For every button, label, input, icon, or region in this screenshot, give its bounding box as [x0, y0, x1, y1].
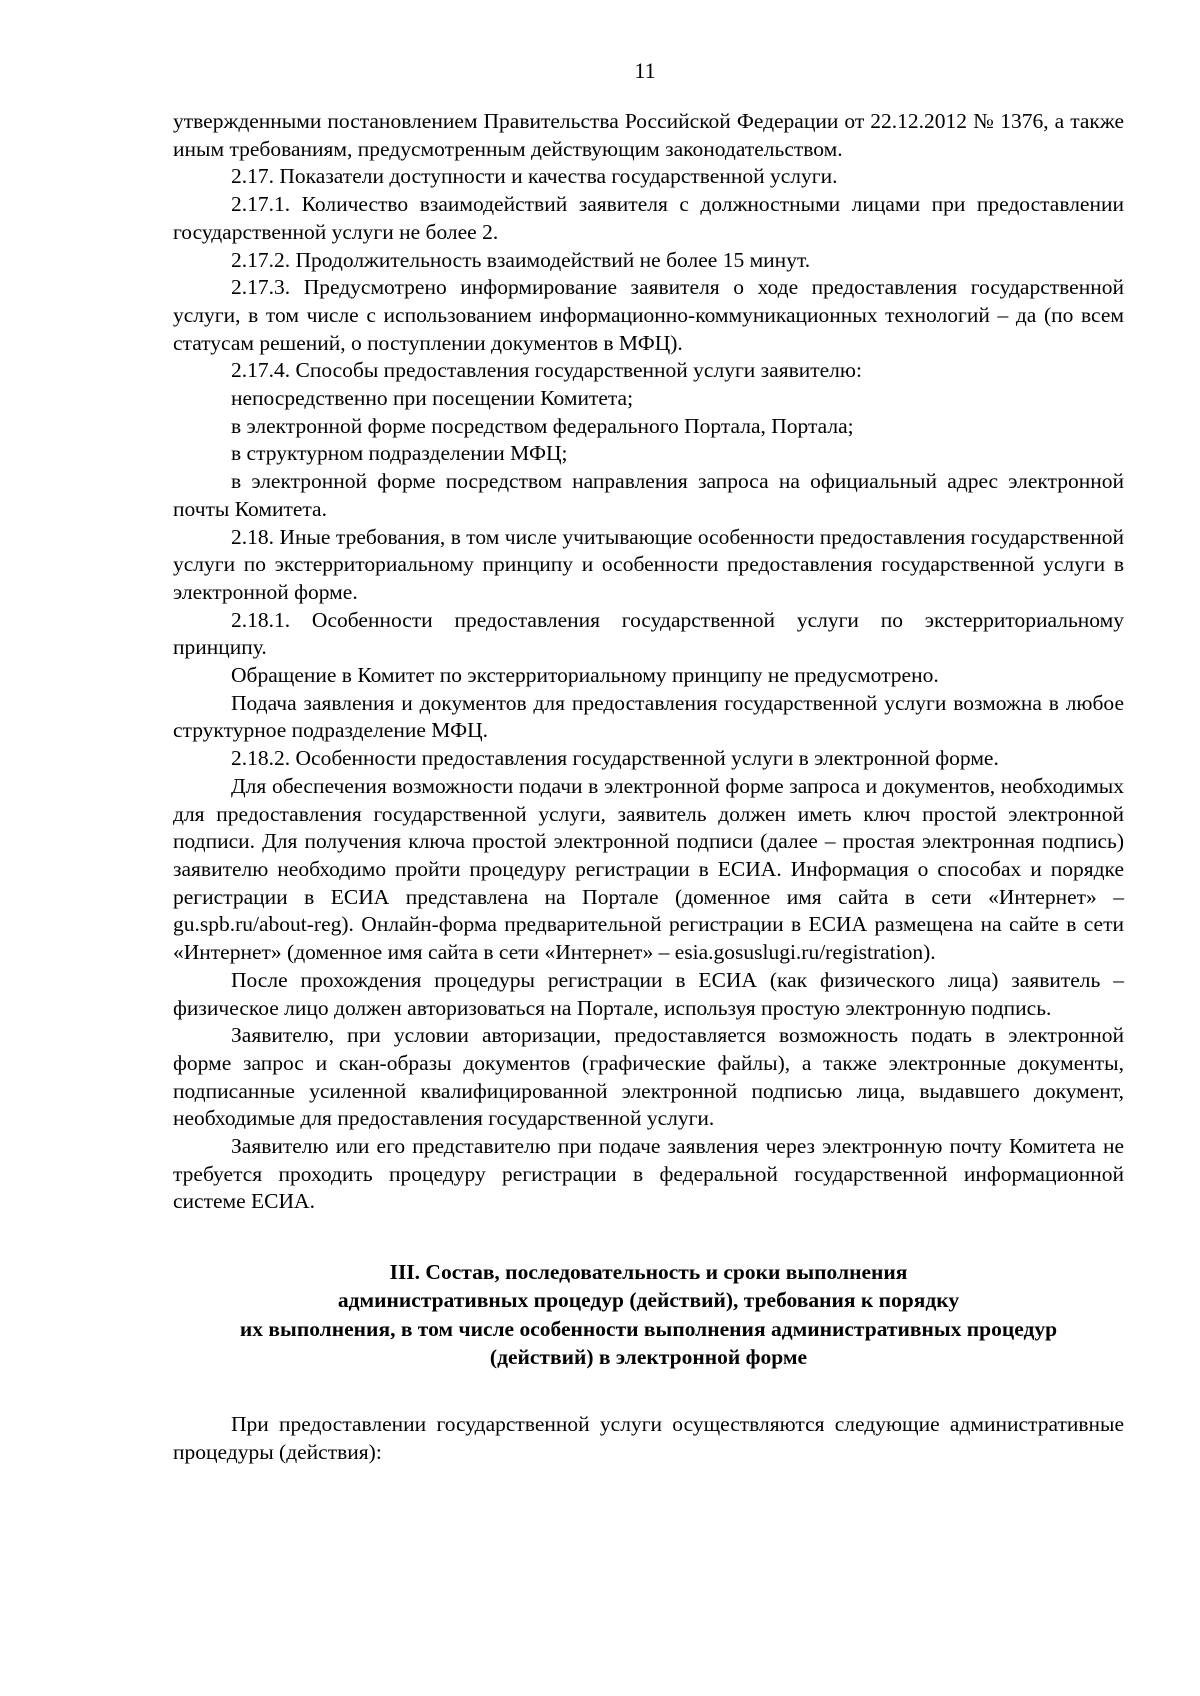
paragraph-procedures-intro: При предоставлении государственной услуги осуществляются следующие административные процедуры (действия):: [173, 1412, 1124, 1465]
section-heading: [173, 1258, 1124, 1371]
paragraph-submission-mfc: Подача заявления и документов для предоставления государственной услуги возможна в любое структурное подразделение МФЦ.: [173, 690, 1124, 743]
paragraph-esia-authorization: После прохождения процедуры регистрации в ЕСИА (как физического лица) заявитель – физическое лицо должен авторизоваться на Портале, используя простую электронную подпись.: [173, 967, 1124, 1020]
paragraph-2-17-3: 2.17.3. Предусмотрено информирование заявителя о ходе предоставления государственной услуги, в том числе с использованием информационно-коммуникационных технологий – да (по всем статусам решений, о поступлении документов в МФЦ).: [173, 275, 1124, 355]
paragraph-2-17-4: 2.17.4. Способы предоставления государственной услуги заявителю:: [231, 358, 862, 383]
paragraph-2-17-1: 2.17.1. Количество взаимодействий заявителя с должностными лицами при предоставлении государственной услуги не более 2.: [173, 192, 1124, 244]
section-heading-line-3: их выполнения, в том числе особенности выполнения административных процедур: [239, 1316, 1058, 1341]
list-item-mfc: в структурном подразделении МФЦ;: [231, 441, 568, 466]
paragraph-electronic-signature: Для обеспечения возможности подачи в электронной форме запроса и документов, необходимых для предоставления государственной услуги, заявитель должен иметь ключ простой электронной подписи. Для получения ключа простой электронной подписи (далее – простая электронная подпись) заявителю необходимо пройти процедуру регистрации в ЕСИА. Информация о способах и порядке регистрации в ЕСИА представлена на Портале (доменное имя сайта в сети «Интернет» – gu.spb.ru/about-reg). Онлайн-форма предварительной регистрации в ЕСИА размещена на сайте в сети «Интернет» (доменное имя сайта в сети «Интернет» – esia.gosuslugi.ru/registration).: [173, 773, 1124, 965]
paragraph-email-submission: Заявителю или его представителю при подаче заявления через электронную почту Комитета не требуется проходить процедуру регистрации в федеральной государственной информационной системе ЕСИА.: [173, 1134, 1124, 1214]
paragraph-2-18-2: 2.18.2. Особенности предоставления государственной услуги в электронной форме.: [231, 746, 999, 771]
section-heading-line-4: (действий) в электронной форме: [489, 1345, 808, 1370]
page-number: 11: [634, 58, 656, 83]
paragraph-2-17: 2.17. Показатели доступности и качества государственной услуги.: [231, 164, 838, 189]
paragraph-applicant-submission: Заявителю, при условии авторизации, предоставляется возможность подать в электронной форме запрос и скан-образы документов (графические файлы), а также электронные документы, подписанные усиленной квалифицированной электронной подписью лица, выдавшего документ, необходимые для предоставления государственной услуги.: [173, 1023, 1124, 1131]
paragraph-continuation: утвержденными постановлением Правительства Российской Федерации от 22.12.2012 № 1376, а также иным требованиям, предусмотренным действующим законодательством.: [173, 109, 1124, 161]
document-body: [173, 108, 1124, 1467]
section-heading-line-1: III. Состав, последовательность и сроки выполнения: [389, 1260, 908, 1285]
paragraph-extraterritorial: Обращение в Комитет по экстерриториальному принципу не предусмотрено.: [231, 663, 939, 688]
list-item-email: в электронной форме посредством направления запроса на официальный адрес электронной почты Комитета.: [173, 469, 1124, 521]
list-item-committee-visit: непосредственно при посещении Комитета;: [231, 386, 634, 411]
list-item-portal: в электронной форме посредством федерального Портала, Портала;: [231, 413, 854, 438]
paragraph-2-17-2: 2.17.2. Продолжительность взаимодействий не более 15 минут.: [231, 247, 811, 272]
paragraph-2-18: 2.18. Иные требования, в том числе учитывающие особенности предоставления государственной услуги по экстерриториальному принципу и особенности предоставления государственной услуги в электронной форме.: [173, 524, 1124, 604]
paragraph-2-18-1: 2.18.1. Особенности предоставления государственной услуги по экстерриториальному принципу.: [173, 607, 1124, 660]
section-heading-line-2: административных процедур (действий), требования к порядку: [337, 1288, 960, 1313]
